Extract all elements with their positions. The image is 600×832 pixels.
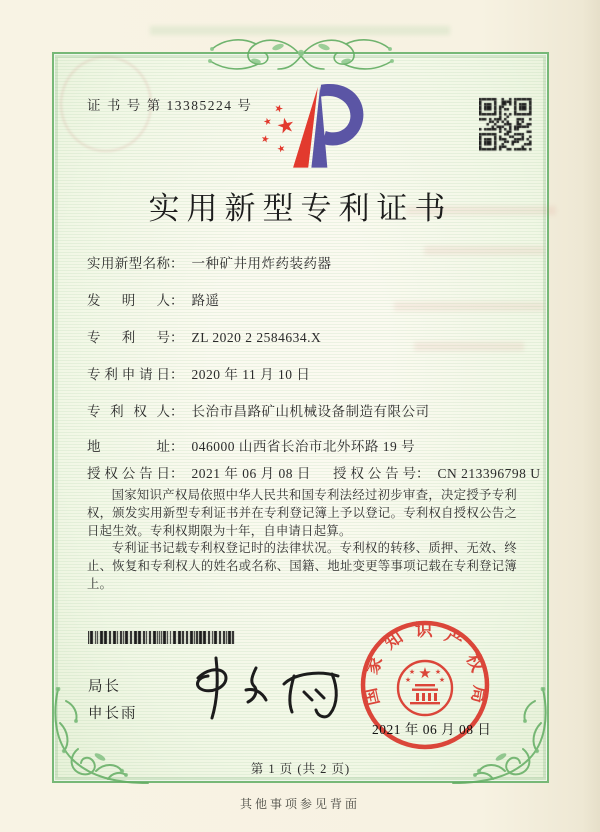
svg-text:★: ★: [404, 676, 412, 684]
field-row-inventor: [87, 289, 519, 312]
back-note: 其他事项参见背面: [239, 797, 360, 811]
director-name: 申长雨: [88, 706, 138, 722]
svg-text:★: ★: [275, 142, 288, 156]
field-label: 地址: [87, 439, 170, 454]
top-flourish-ornament: [196, 31, 406, 77]
field-row-address: [87, 435, 519, 458]
field-label: 授权公告日: [87, 466, 170, 481]
field-label: 授权公告号: [333, 466, 416, 481]
field-value: CN 213396798 U: [437, 466, 541, 481]
svg-text:★: ★: [272, 101, 285, 116]
barcode: [88, 631, 238, 649]
certificate-number: 证 书 号 第 13385224 号: [87, 98, 253, 113]
field-colon: ：: [170, 439, 184, 454]
field-row-name: [87, 252, 519, 275]
field-colon: ：: [170, 466, 184, 481]
cnipa-logo-icon: [257, 80, 369, 174]
svg-text:★: ★: [274, 111, 298, 140]
certificate-title: 实用新型专利证书: [148, 191, 453, 226]
page-number: 第 1 页 (共 2 页): [250, 762, 351, 776]
svg-text:★: ★: [259, 133, 271, 146]
field-label: 专利权人: [87, 404, 170, 419]
field-colon: ：: [170, 404, 184, 419]
field-colon: ：: [170, 256, 184, 271]
legal-text: [87, 487, 517, 594]
director-title: 局长: [88, 679, 121, 695]
field-colon: ：: [170, 293, 184, 308]
svg-text:★: ★: [408, 668, 416, 676]
field-value: 2021 年 06 月 08 日: [191, 466, 311, 481]
field-value: 046000 山西省长治市北外环路 19 号: [191, 439, 416, 454]
field-row-filing-date: [87, 363, 519, 386]
corner-flourish-icon: [48, 687, 152, 795]
field-label: 专利申请日: [87, 367, 170, 382]
national-emblem-icon: [398, 661, 452, 715]
grant-date-pair: [87, 462, 333, 485]
field-colon: ：: [170, 330, 184, 345]
seal-date: 2021 年 06 月 08 日: [372, 722, 492, 737]
svg-text:★: ★: [438, 676, 446, 684]
grant-number-pair: [333, 466, 541, 481]
director-signature: [176, 650, 348, 724]
svg-text:★: ★: [262, 115, 274, 129]
corner-flourish-icon: [449, 687, 553, 795]
field-row-patentee: [87, 400, 519, 423]
field-row-patent-number: [87, 326, 519, 349]
qr-code: [479, 97, 532, 158]
svg-text:★: ★: [434, 668, 442, 676]
certificate-fields: [87, 252, 541, 499]
field-row-grant: [87, 462, 541, 485]
field-label: 发明人: [87, 293, 170, 308]
field-colon: ：: [416, 466, 430, 481]
svg-text:★: ★: [418, 664, 432, 682]
seal-text: 国家知识产权局: [359, 619, 491, 708]
legal-paragraph-2: 专利证书记载专利权登记时的法律状况。专利权的转移、质押、无效、终止、恢复和专利权人的姓名或名称、国籍、地址变更等事项记载在专利登记簿上。: [87, 541, 517, 591]
legal-paragraph-1: 国家知识产权局依照中华人民共和国专利法经过初步审查，决定授予专利权，颁发实用新型专利证书并在专利登记簿上予以登记。专利权自授权公告之日起生效。专利权期限为十年，自申请日起算。: [87, 488, 517, 538]
field-value: 长治市昌路矿山机械设备制造有限公司: [191, 404, 430, 419]
field-value: ZL 2020 2 2584634.X: [191, 330, 322, 345]
field-value: 2020 年 11 月 10 日: [191, 367, 311, 382]
certificate-border-frame: [52, 52, 549, 783]
field-value: 路遥: [191, 293, 220, 308]
field-value: 一种矿井用炸药装药器: [191, 256, 332, 271]
field-label: 实用新型名称: [87, 256, 170, 271]
field-colon: ：: [170, 367, 184, 382]
field-label: 专利号: [87, 330, 170, 345]
